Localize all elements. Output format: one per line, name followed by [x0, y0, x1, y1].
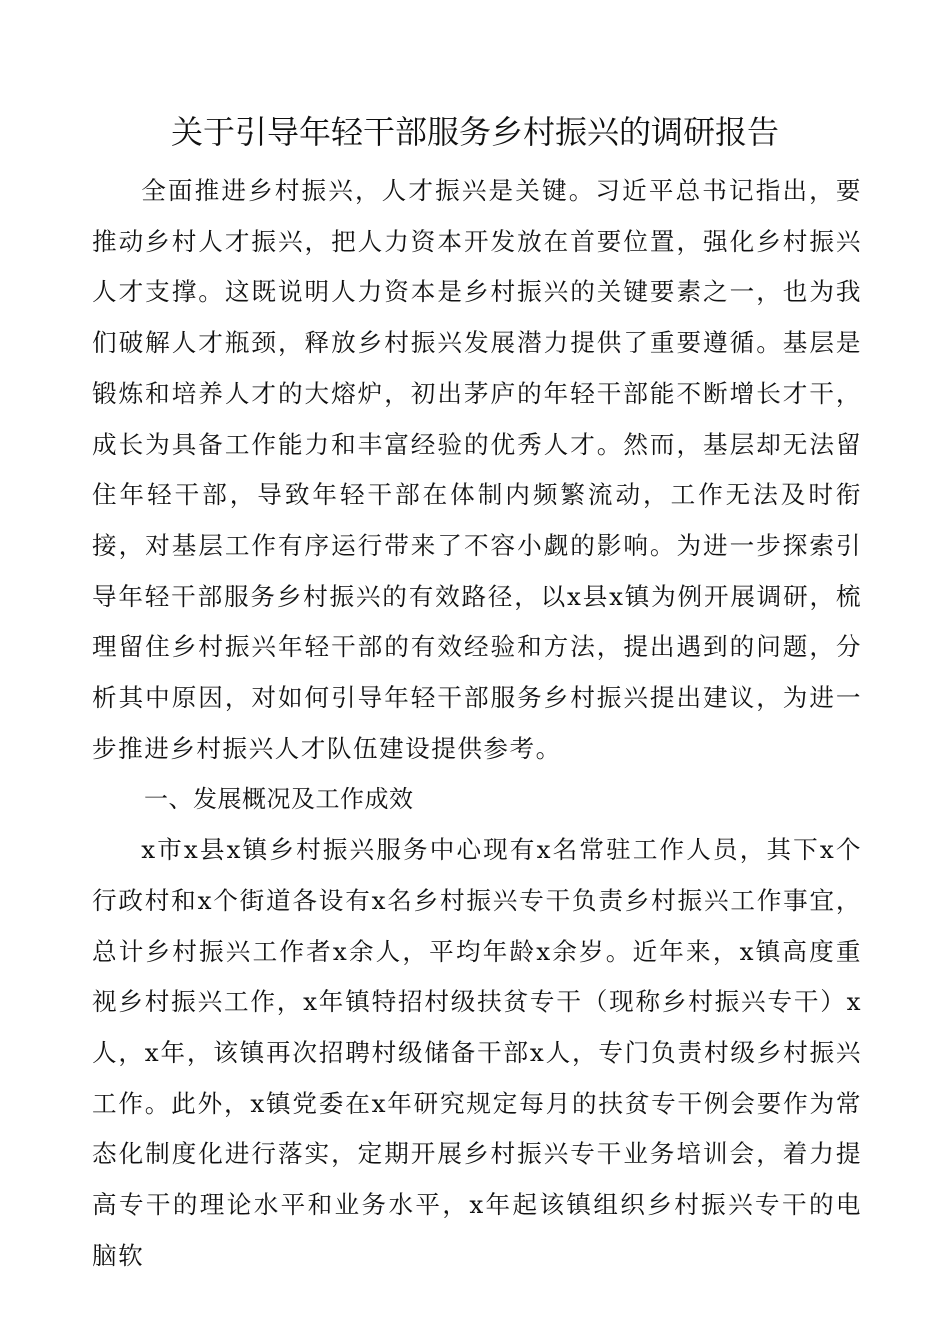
intro-paragraph: 全面推进乡村振兴，人才振兴是关键。习近平总书记指出，要推动乡村人才振兴，把人力资本开发放在首要位置，强化乡村振兴人才支撑。这既说明人力资本是乡村振兴的关键要素之一，也为我们破解人才瓶颈，释放乡村振兴发展潜力提供了重要遵循。基层是锻炼和培养人才的大熔炉，初出茅庐的年轻干部能不断增长才干，成长为具备工作能力和丰富经验的优秀人才。然而，基层却无法留住年轻干部，导致年轻干部在体制内频繁流动，工作无法及时衔接，对基层工作有序运行带来了不容小觑的影响。为进一步探索引导年轻干部服务乡村振兴的有效路径，以x县x镇为例开展调研，梳理留住乡村振兴年轻干部的有效经验和方法，提出遇到的问题，分析其中原因，对如何引导年轻干部服务乡村振兴提出建议，为进一步推进乡村振兴人才队伍建设提供参考。 [92, 176, 862, 763]
document-title: 关于引导年轻干部服务乡村振兴的调研报告 [170, 113, 779, 151]
section-heading: 一、发展概况及工作成效 [144, 785, 414, 814]
section-paragraph: x市x县x镇乡村振兴服务中心现有x名常驻工作人员，其下x个行政村和x个街道各设有x名乡村振兴专干负责乡村振兴工作事宜，总计乡村振兴工作者x余人，平均年龄x余岁。近年来，x镇高度重视乡村振兴工作，x年镇特招村级扶贫专干（现称乡村振兴专干）x人，x年，该镇再次招聘村级储备干部x人，专门负责村级乡村振兴工作。此外，x镇党委在x年研究规定每月的扶贫专干例会要作为常态化制度化进行落实，定期开展乡村振兴专干业务培训会，着力提高专干的理论水平和业务水平，x年起该镇组织乡村振兴专干的电脑软 [92, 835, 862, 1270]
document-body [92, 166, 862, 1281]
